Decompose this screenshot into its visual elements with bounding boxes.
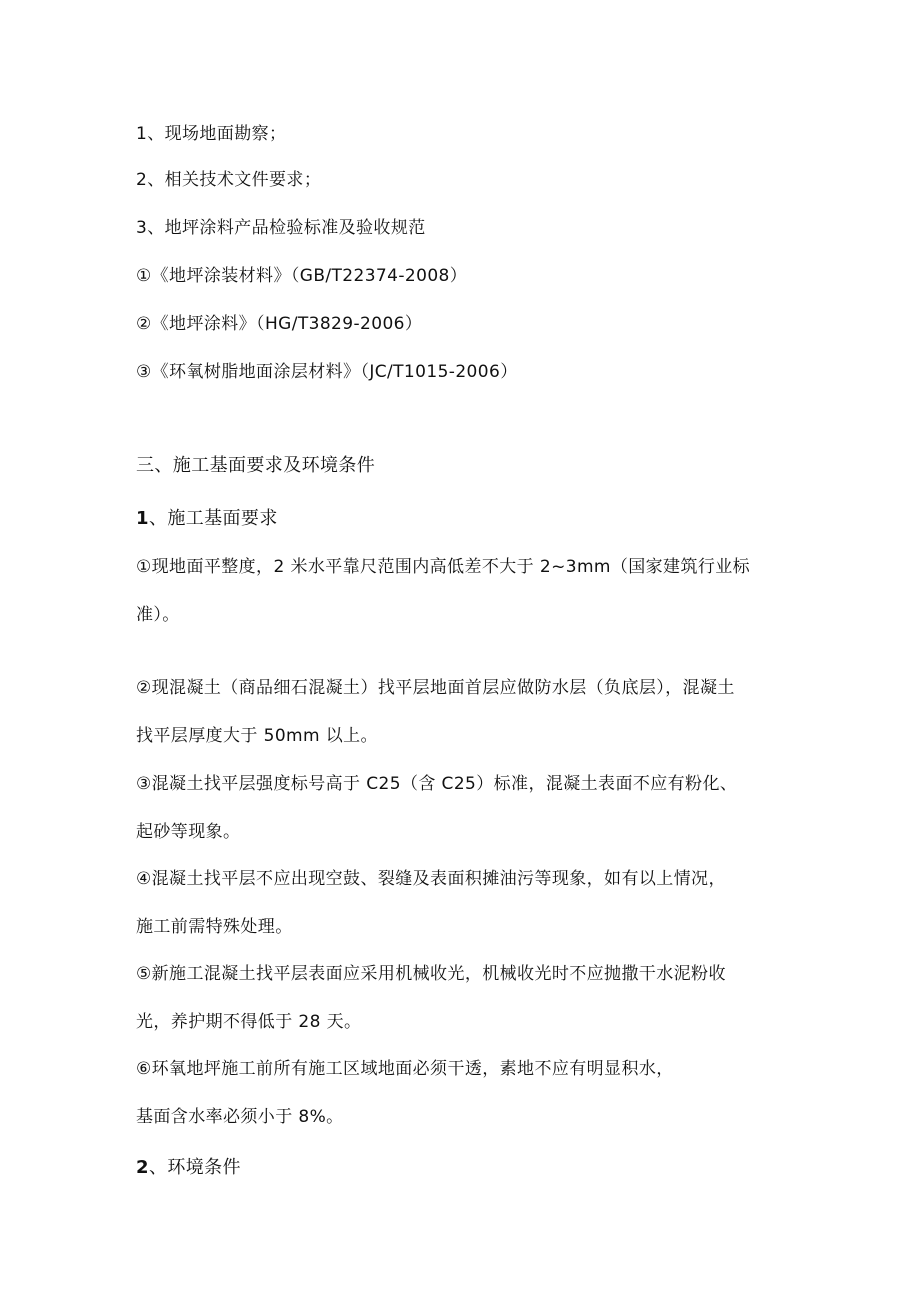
standard-item-3: ③《环氧树脂地面涂层材料》（JC/T1015-2006） bbox=[136, 362, 518, 382]
subsection-1-number: 1 bbox=[136, 508, 149, 529]
reference-item-2: 2、相关技术文件要求； bbox=[136, 170, 322, 190]
requirement-3-line-1: ③混凝土找平层强度标号高于 C25（含 C25）标准，混凝土表面不应有粉化、 bbox=[136, 774, 738, 794]
subsection-2-title bbox=[136, 1156, 241, 1180]
subsection-2-label: 、环境条件 bbox=[148, 1157, 241, 1178]
requirement-1-line-2: 准）。 bbox=[136, 605, 180, 625]
reference-item-1: 1、现场地面勘察； bbox=[136, 124, 287, 144]
requirement-2-line-1: ②现混凝土（商品细石混凝土）找平层地面首层应做防水层（负底层），混凝土 bbox=[136, 678, 735, 698]
subsection-1-title bbox=[136, 507, 278, 531]
requirement-5-line-1: ⑤新施工混凝土找平层表面应采用机械收光，机械收光时不应抛撒干水泥粉收 bbox=[136, 964, 726, 984]
requirement-6-line-1: ⑥环氧地坪施工前所有施工区域地面必须干透，素地不应有明显积水， bbox=[136, 1059, 674, 1079]
reference-item-3: 3、地坪涂料产品检验标准及验收规范 bbox=[136, 218, 426, 238]
subsection-1-label: 、施工基面要求 bbox=[148, 508, 278, 529]
standard-item-1: ①《地坪涂装材料》（GB/T22374-2008） bbox=[136, 266, 468, 286]
requirement-2-line-2: 找平层厚度大于 50mm 以上。 bbox=[136, 726, 378, 746]
requirement-1-line-1: ①现地面平整度，2 米水平靠尺范围内高低差不大于 2~3mm（国家建筑行业标 bbox=[136, 557, 751, 577]
requirement-4-line-2: 施工前需特殊处理。 bbox=[136, 917, 293, 937]
requirement-6-line-2: 基面含水率必须小于 8%。 bbox=[136, 1107, 344, 1127]
section-3-title: 三、施工基面要求及环境条件 bbox=[136, 455, 376, 476]
requirement-5-line-2: 光，养护期不得低于 28 天。 bbox=[136, 1012, 362, 1032]
standard-item-2: ②《地坪涂料》（HG/T3829-2006） bbox=[136, 314, 423, 334]
subsection-2-number: 2 bbox=[136, 1157, 149, 1178]
requirement-4-line-1: ④混凝土找平层不应出现空鼓、裂缝及表面积摊油污等现象，如有以上情况， bbox=[136, 869, 726, 889]
requirement-3-line-2: 起砂等现象。 bbox=[136, 822, 241, 842]
